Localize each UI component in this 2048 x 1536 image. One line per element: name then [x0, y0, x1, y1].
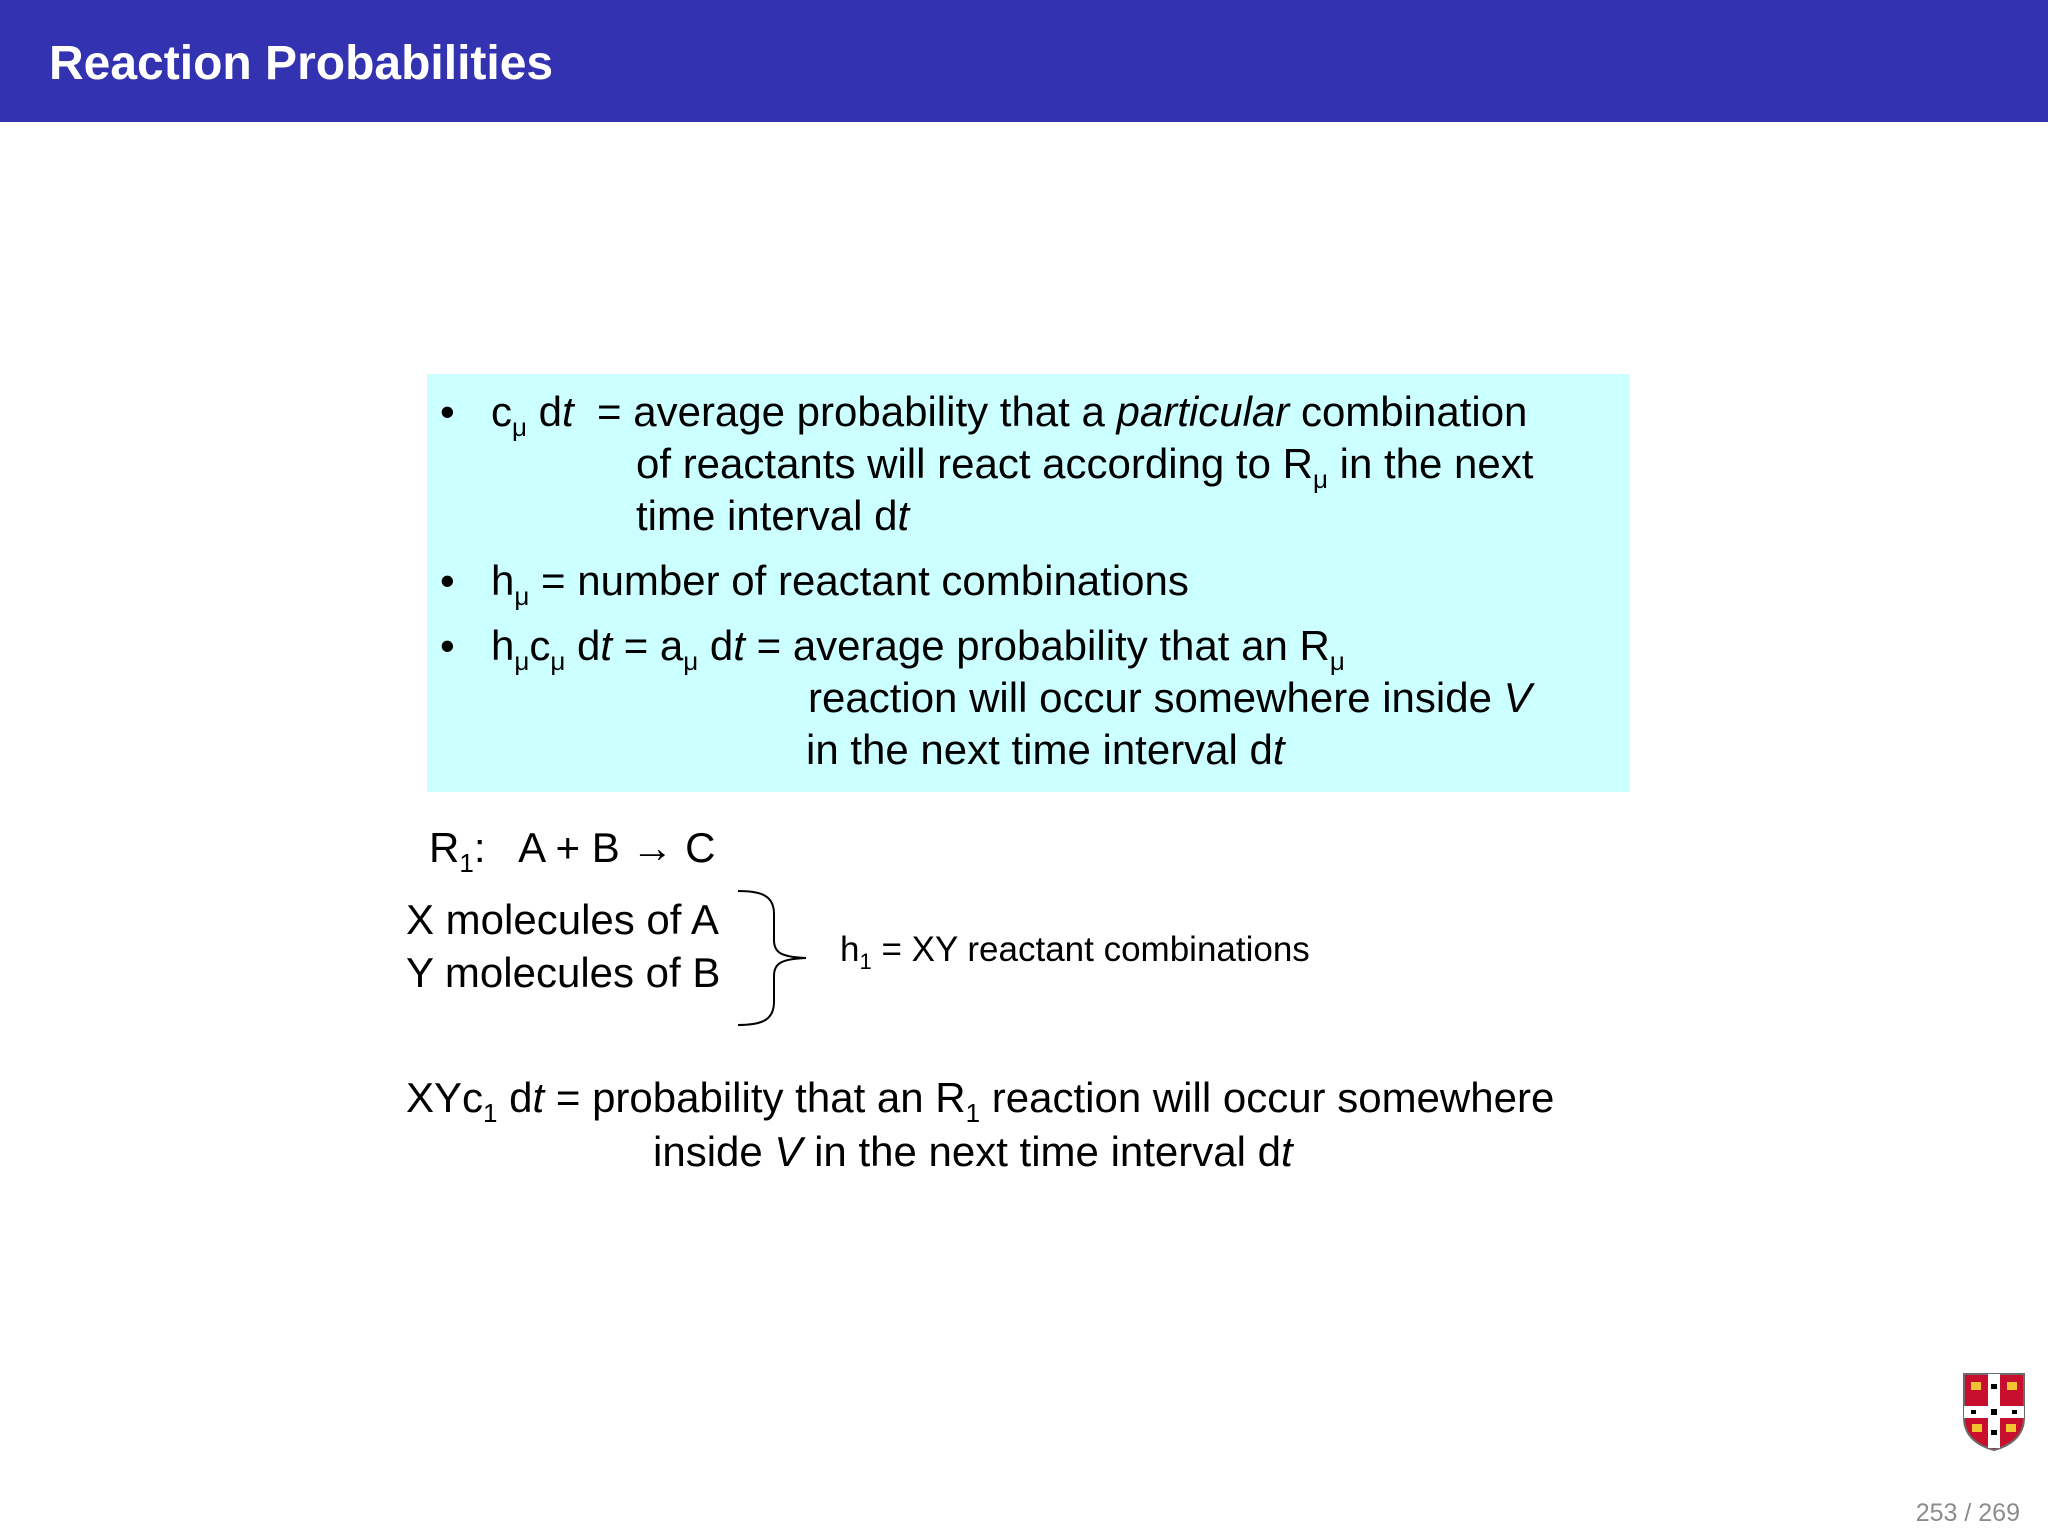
reactant-combinations: $h_1$ = XY reactant combinations — [840, 930, 1310, 974]
reaction-r1: $R_1$: A + B → C — [429, 824, 716, 878]
definition-c-mu-line2: of reactants will react according to $R_\mu$ in the next — [636, 440, 1534, 494]
molecules-a: X molecules of A — [406, 896, 719, 943]
curly-brace-icon — [736, 888, 816, 1028]
university-crest-icon — [1962, 1372, 2026, 1452]
definition-c-mu-line3: time interval dt — [636, 492, 910, 539]
probability-statement: XYc$_1$ dt = probability that an $R_1$ reaction will occur somewhere — [406, 1074, 1555, 1128]
arrow-right-icon: → — [631, 824, 674, 871]
bullet-icon: • — [440, 622, 455, 669]
probability-statement-line2: inside V in the next time interval dt — [653, 1128, 1293, 1175]
definition-a-mu: $h_\mu c_\mu$ dt = $a_\mu$ dt = average probability that an $R_\mu$ — [491, 622, 1345, 676]
slide-title: Reaction Probabilities — [49, 37, 554, 90]
slide-header — [0, 0, 2048, 122]
bullet-icon: • — [440, 557, 455, 604]
definition-h-mu: $h_\mu$ = number of reactant combinations — [491, 557, 1189, 611]
definition-a-mu-line2: reaction will occur somewhere inside V — [808, 674, 1532, 721]
definition-a-mu-line3: in the next time interval dt — [806, 726, 1285, 773]
page-number: 253 / 269 — [1915, 1499, 2020, 1527]
bullet-icon: • — [440, 388, 455, 435]
definition-c-mu: $c_\mu$ dt = average probability that a particular combination — [491, 388, 1528, 442]
molecules-b: Y molecules of B — [406, 949, 721, 996]
